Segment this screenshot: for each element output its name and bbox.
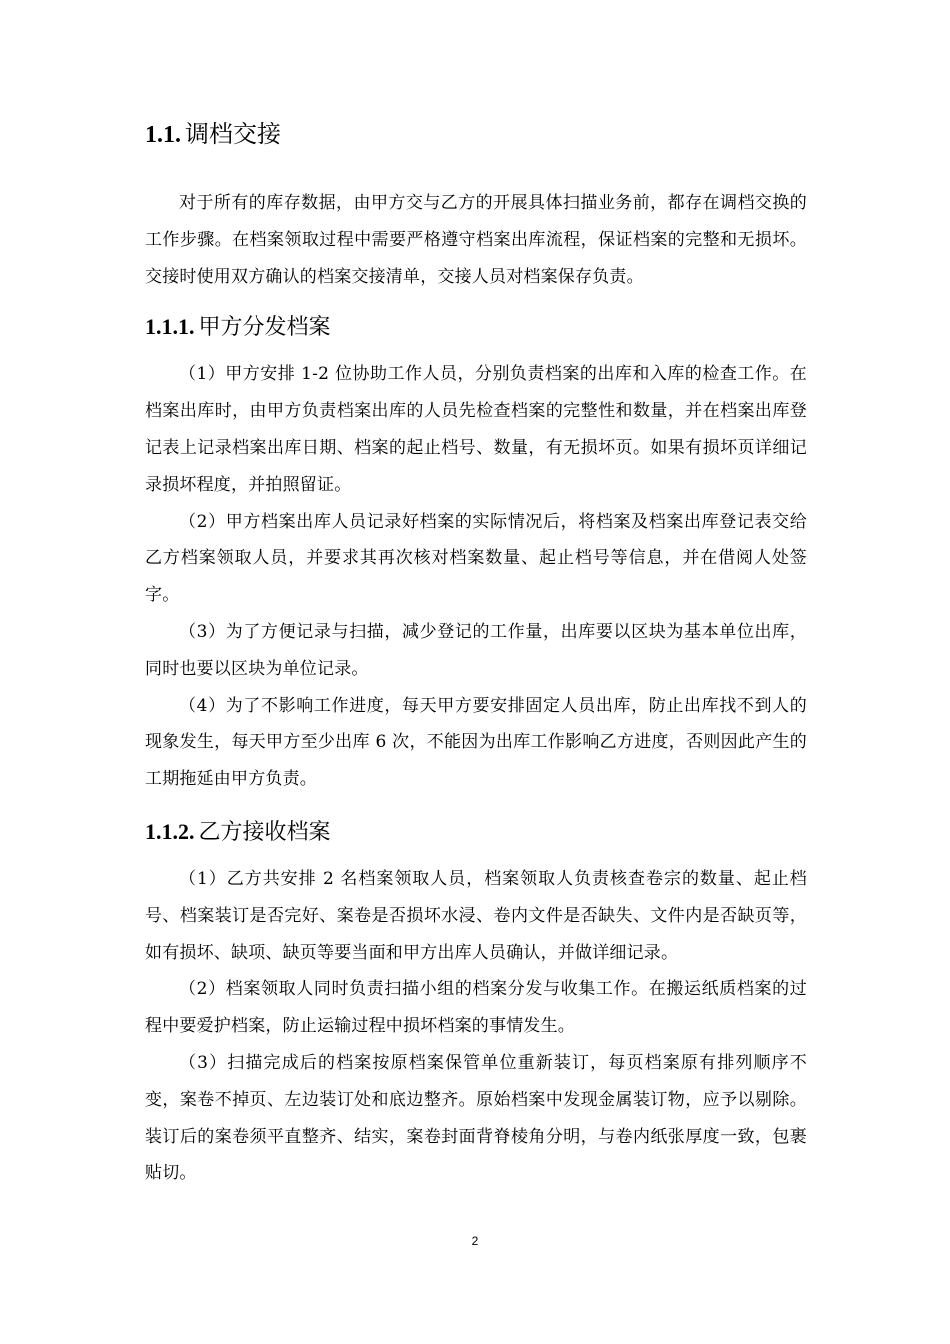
subsection-title-1: 甲方分发档案 [198, 315, 331, 341]
page-content [145, 112, 807, 1192]
section-heading [145, 112, 807, 157]
subsection-heading-2 [145, 812, 807, 853]
paragraph: （2）档案领取人同时负责扫描小组的档案分发与收集工作。在搬运纸质档案的过程中要爱护档案，防止运输过程中损坏档案的事情发生。 [145, 979, 807, 1037]
paragraph: （3）扫描完成后的档案按原档案保管单位重新装订，每页档案原有排列顺序不变，案卷不掉页、左边装订处和底边整齐。原始档案中发现金属装订物，应予以剔除。装订后的案卷须平直整齐、结实，案卷封面背脊棱角分明，与卷内纸张厚度一致，包裹贴切。 [145, 1052, 807, 1184]
subsection-title-2: 乙方接收档案 [198, 819, 331, 845]
page-number: 2 [471, 1234, 479, 1248]
section-title: 调档交接 [185, 120, 281, 148]
section-paragraph: 对于所有的库存数据，由甲方交与乙方的开展具体扫描业务前，都存在调档交换的工作步骤。在档案领取过程中需要严格遵守档案出库流程，保证档案的完整和无损坏。交接时使用双方确认的档案交接清单，交接人员对档案保存负责。 [145, 193, 807, 287]
paragraph: （2）甲方档案出库人员记录好档案的实际情况后，将档案及档案出库登记表交给乙方档案领取人员，并要求其再次核对档案数量、起止档号等信息，并在借阅人处签字。 [145, 511, 807, 606]
section-number: 1.1. [145, 122, 181, 148]
paragraph: （1）乙方共安排 2 名档案领取人员，档案领取人负责核查卷宗的数量、起止档号、档案装订是否完好、案卷是否损坏水浸、卷内文件是否缺失、文件内是否缺页等，如有损坏、缺项、缺页等要当面和甲方出库人员确认，并做详细记录。 [145, 868, 807, 963]
subsection-heading-1 [145, 307, 807, 348]
subsection-number-1: 1.1.1. [145, 314, 195, 340]
paragraph: （4）为了不影响工作进度，每天甲方要安排固定人员出库，防止出库找不到人的现象发生，每天甲方至少出库 6 次，不能因为出库工作影响乙方进度，否则因此产生的工期拖延由甲方负责。 [145, 695, 807, 790]
paragraph: （1）甲方安排 1-2 位协助工作人员，分别负责档案的出库和入库的检查工作。在档案出库时，由甲方负责档案出库的人员先检查档案的完整性和数量，并在档案出库登记表上记录档案出库日期、档案的起止档号、数量，有无损坏页。如果有损坏页详细记录损坏程度，并拍照留证。 [145, 364, 807, 495]
paragraph: （3）为了方便记录与扫描，减少登记的工作量，出库要以区块为基本单位出库，同时也要以区块为单位记录。 [145, 621, 807, 679]
subsection-number-2: 1.1.2. [145, 818, 195, 844]
